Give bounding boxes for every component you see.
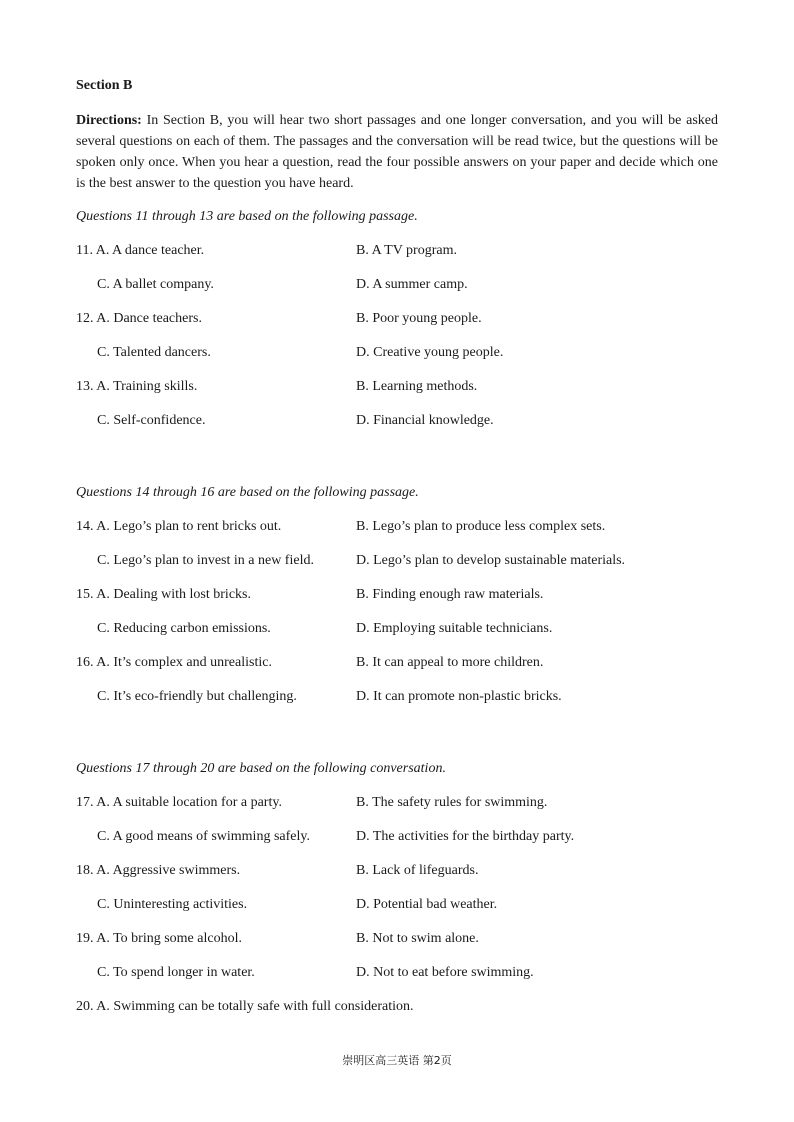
q12-option-c: C. Talented dancers.: [97, 345, 211, 360]
q15-option-d: D. Employing suitable technicians.: [356, 621, 553, 636]
q13-option-a: 13. A. Training skills.: [76, 379, 198, 394]
section-title: Section B: [76, 78, 133, 93]
q16-option-c: C. It’s eco-friendly but challenging.: [97, 689, 297, 704]
q14-option-a: 14. A. Lego’s plan to rent bricks out.: [76, 519, 282, 534]
page-footer: 崇明区高三英语 第2页: [342, 1054, 452, 1067]
group-header-2: Questions 14 through 16 are based on the following passage.: [76, 485, 419, 500]
q17-option-a: 17. A. A suitable location for a party.: [76, 795, 282, 810]
q19-option-c: C. To spend longer in water.: [97, 965, 255, 980]
q18-option-a: 18. A. Aggressive swimmers.: [76, 863, 241, 878]
q14-option-c: C. Lego’s plan to invest in a new field.: [97, 553, 314, 568]
q18-option-c: C. Uninteresting activities.: [97, 897, 248, 912]
q12-option-b: B. Poor young people.: [356, 311, 482, 326]
q20-option-a: 20. A. Swimming can be totally safe with full consideration.: [76, 999, 414, 1014]
q14-option-d: D. Lego’s plan to develop sustainable materials.: [356, 553, 626, 568]
directions-text: In Section B, you will hear two short passages and one longer conversation, and you will be asked several questions on each of them. The passages and the conversation will be read twice, but the questions will be spoken only once. When you hear a question, read the four possible answers on your paper and decide which one is the best answer to the question you have heard.: [76, 113, 718, 191]
group-header-1: Questions 11 through 13 are based on the following passage.: [76, 209, 418, 224]
q19-option-d: D. Not to eat before swimming.: [356, 965, 534, 980]
q17-option-d: D. The activities for the birthday party.: [356, 829, 575, 844]
q18-option-d: D. Potential bad weather.: [356, 897, 498, 912]
q15-option-c: C. Reducing carbon emissions.: [97, 621, 271, 636]
q12-option-d: D. Creative young people.: [356, 345, 504, 360]
q15-option-a: 15. A. Dealing with lost bricks.: [76, 587, 251, 602]
q16-option-b: B. It can appeal to more children.: [356, 655, 544, 670]
q17-option-c: C. A good means of swimming safely.: [97, 829, 310, 844]
q16-option-d: D. It can promote non-plastic bricks.: [356, 689, 562, 704]
q19-option-b: B. Not to swim alone.: [356, 931, 479, 946]
q11-option-d: D. A summer camp.: [356, 277, 468, 292]
q13-option-c: C. Self-confidence.: [97, 413, 206, 428]
q18-option-b: B. Lack of lifeguards.: [356, 863, 479, 878]
q14-option-b: B. Lego’s plan to produce less complex sets.: [356, 519, 606, 534]
q13-option-b: B. Learning methods.: [356, 379, 478, 394]
q11-option-a: 11. A. A dance teacher.: [76, 243, 205, 258]
q13-option-d: D. Financial knowledge.: [356, 413, 494, 428]
q17-option-b: B. The safety rules for swimming.: [356, 795, 548, 810]
directions-label: Directions:: [76, 113, 142, 128]
q16-option-a: 16. A. It’s complex and unrealistic.: [76, 655, 272, 670]
directions-paragraph: [76, 110, 718, 194]
q19-option-a: 19. A. To bring some alcohol.: [76, 931, 242, 946]
q15-option-b: B. Finding enough raw materials.: [356, 587, 544, 602]
group-header-3: Questions 17 through 20 are based on the following conversation.: [76, 761, 446, 776]
q12-option-a: 12. A. Dance teachers.: [76, 311, 202, 326]
q11-option-c: C. A ballet company.: [97, 277, 214, 292]
q11-option-b: B. A TV program.: [356, 243, 457, 258]
